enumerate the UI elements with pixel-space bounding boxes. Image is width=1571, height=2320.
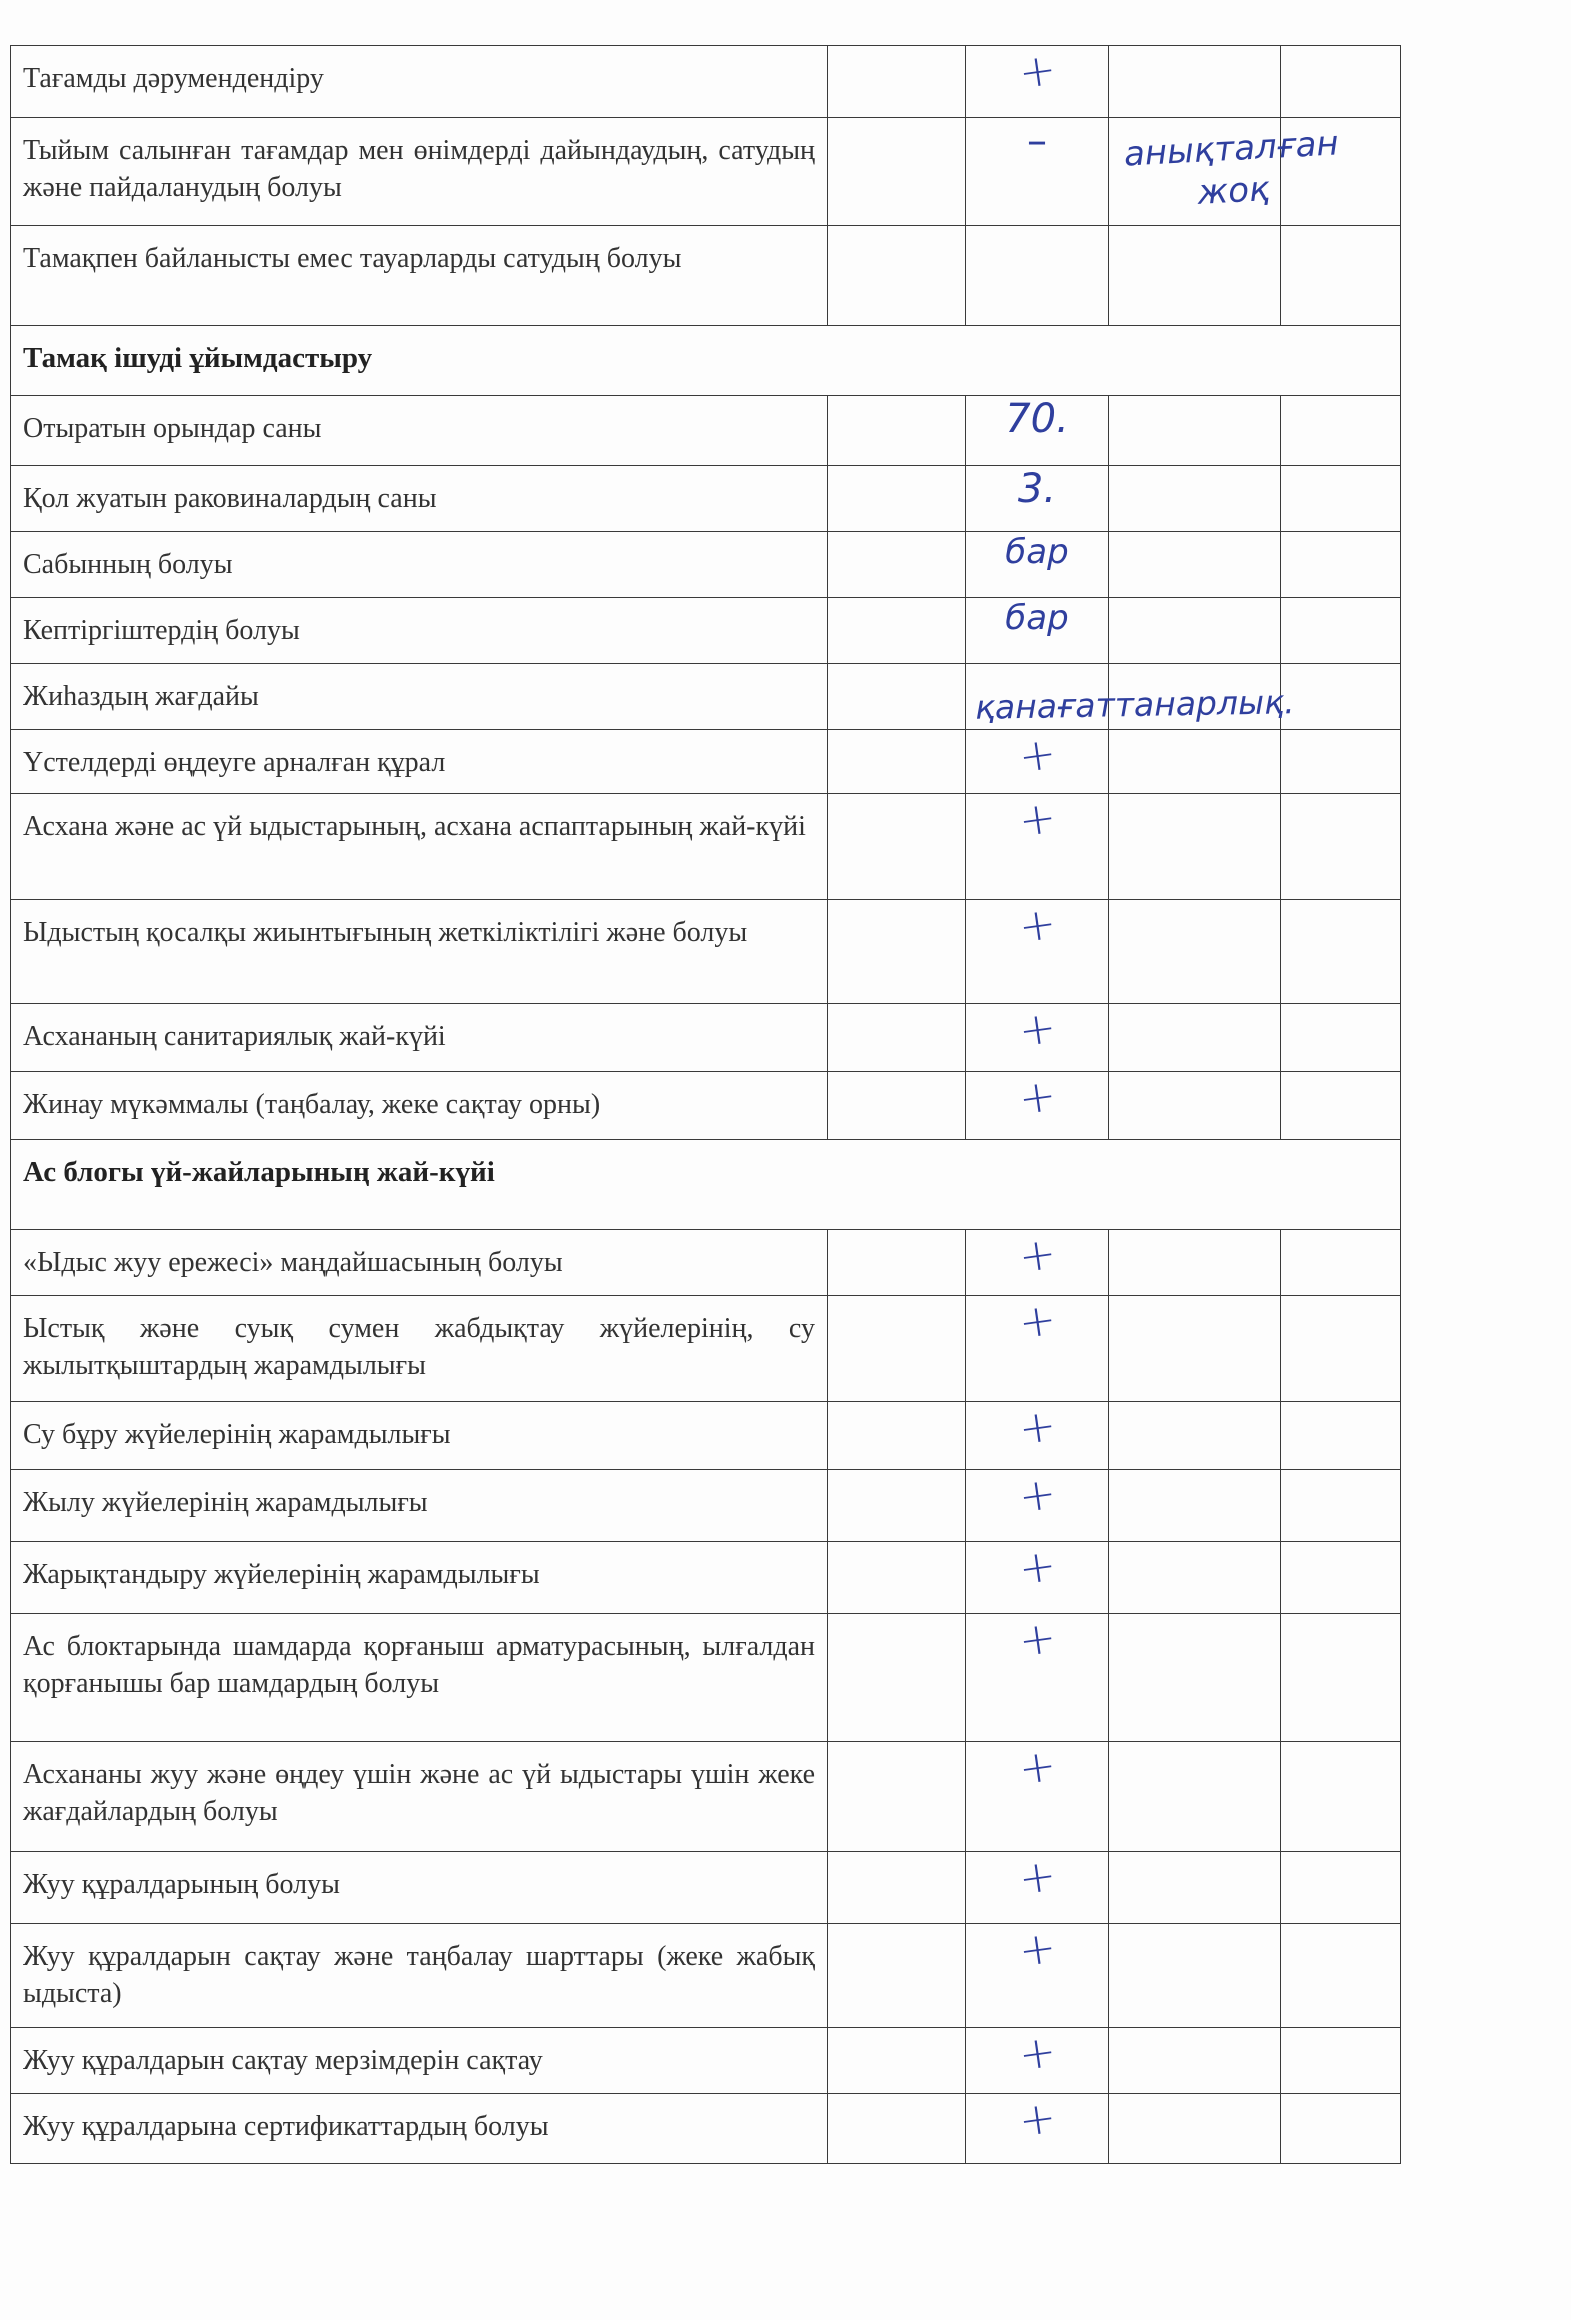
table-row (11, 664, 1401, 730)
note-line-1: анықталған (1123, 123, 1340, 175)
handwritten-mark: + (1015, 1539, 1059, 1596)
mark-cell (966, 1921, 1109, 2028)
mark-cell (966, 532, 1109, 598)
criterion-cell: Жиһаздың жағдайы (11, 664, 828, 730)
table-row (11, 2094, 1401, 2164)
mark-cell (966, 2025, 1109, 2094)
empty-cell (1281, 466, 1401, 532)
table-row (11, 1470, 1401, 1542)
empty-cell (1281, 1296, 1401, 1402)
empty-cell (1109, 730, 1281, 794)
mark-cell (966, 226, 1109, 326)
table-row (11, 1542, 1401, 1614)
empty-cell (1109, 794, 1281, 900)
section-heading: Тамақ ішуді ұйымдастыру (11, 326, 1401, 396)
table-row (11, 1296, 1401, 1402)
table-row (11, 532, 1401, 598)
criterion-cell: Асхананы жуу және өңдеу үшін және ас үй ыдыстары үшін жеке жағдайлардың болуы (11, 1742, 828, 1852)
empty-cell (1281, 1924, 1401, 2028)
empty-cell (1109, 46, 1281, 118)
criterion-cell: Тыйым салынған тағамдар мен өнімдерді дайындаудың, сатудың және пайдаланудың болуы (11, 118, 828, 226)
criterion-cell: Асхана және ас үй ыдыстарының, асхана аспаптарының жай-күйі (11, 794, 828, 900)
empty-cell (1281, 118, 1401, 226)
empty-cell (828, 226, 966, 326)
handwritten-mark: + (1015, 1849, 1059, 1906)
mark-cell (966, 1739, 1109, 1852)
criterion-cell: Ас блоктарында шамдарда қорғаныш арматурасының, ылғалдан қорғанышы бар шамдардың болуы (11, 1614, 828, 1742)
empty-cell (828, 46, 966, 118)
empty-cell (828, 1614, 966, 1742)
mark-cell (966, 1399, 1109, 1470)
empty-cell (1281, 1072, 1401, 1140)
mark-cell (966, 727, 1109, 794)
empty-cell (1281, 1402, 1401, 1470)
handwritten-mark: + (1015, 1399, 1059, 1456)
empty-cell (1281, 900, 1401, 1004)
empty-cell (828, 598, 966, 664)
mark-cell (966, 43, 1109, 118)
handwritten-mark: + (1015, 1611, 1059, 1668)
empty-cell (1281, 2028, 1401, 2094)
criterion-cell: Отыратын орындар саны (11, 396, 828, 466)
criterion-cell: Жинау мүкәммалы (таңбалау, жеке сақтау орны) (11, 1072, 828, 1140)
empty-cell (1281, 598, 1401, 664)
empty-cell (1109, 1470, 1281, 1542)
inspection-checklist-table (10, 45, 1401, 2164)
empty-cell (1281, 46, 1401, 118)
table-row (11, 1402, 1401, 1470)
empty-cell (1109, 1852, 1281, 1924)
empty-cell (1109, 2028, 1281, 2094)
mark-cell (966, 1001, 1109, 1072)
table-row (11, 118, 1401, 226)
empty-cell (1109, 1924, 1281, 2028)
empty-cell (828, 1296, 966, 1402)
handwritten-mark: + (1015, 791, 1059, 848)
mark-cell (966, 1467, 1109, 1542)
empty-cell (1109, 118, 1281, 226)
empty-cell (1109, 1614, 1281, 1742)
table-row (11, 466, 1401, 532)
empty-cell (1109, 1072, 1281, 1140)
handwritten-mark: бар (1005, 598, 1069, 638)
table-row (11, 1742, 1401, 1852)
mark-cell (966, 466, 1109, 532)
empty-cell (1281, 664, 1401, 730)
handwritten-mark: + (1015, 1227, 1059, 1284)
empty-cell (1281, 1742, 1401, 1852)
empty-cell (1281, 730, 1401, 794)
empty-cell (828, 1230, 966, 1296)
table-row (11, 2028, 1401, 2094)
handwritten-mark: + (1015, 2091, 1059, 2148)
mark-cell (966, 1069, 1109, 1140)
handwritten-mark: + (1015, 1001, 1059, 1058)
criterion-cell: Қол жуатын раковиналардың саны (11, 466, 828, 532)
handwritten-mark: + (1015, 1293, 1059, 1350)
empty-cell (828, 1924, 966, 2028)
mark-cell (966, 1539, 1109, 1614)
empty-cell (828, 1402, 966, 1470)
mark-cell (966, 1293, 1109, 1402)
criterion-cell: Жуу құралдарын сақтау мерзімдерін сақтау (11, 2028, 828, 2094)
mark-cell (966, 791, 1109, 900)
empty-cell (1109, 1402, 1281, 1470)
empty-cell (828, 532, 966, 598)
section-row (11, 1140, 1401, 1230)
empty-cell (828, 396, 966, 466)
table-row (11, 1614, 1401, 1742)
empty-cell (828, 2028, 966, 2094)
criterion-cell: Асхананың санитариялық жай-күйі (11, 1004, 828, 1072)
mark-cell (966, 598, 1109, 664)
empty-cell (1281, 794, 1401, 900)
table-row (11, 46, 1401, 118)
handwritten-mark: + (1015, 1069, 1059, 1126)
handwritten-mark: 3. (1017, 466, 1057, 512)
empty-cell (828, 118, 966, 226)
empty-cell (1109, 598, 1281, 664)
empty-cell (1281, 1614, 1401, 1742)
empty-cell (828, 1852, 966, 1924)
empty-cell (828, 664, 966, 730)
empty-cell (828, 1004, 966, 1072)
table-row (11, 1852, 1401, 1924)
table-row (11, 226, 1401, 326)
mark-cell (966, 1227, 1109, 1296)
criterion-cell: Жуу құралдарына сертификаттардың болуы (11, 2094, 828, 2164)
criterion-cell: Сабынның болуы (11, 532, 828, 598)
empty-cell (828, 900, 966, 1004)
table-row (11, 730, 1401, 794)
mark-cell (966, 897, 1109, 1004)
table-row (11, 598, 1401, 664)
empty-cell (828, 1072, 966, 1140)
criterion-cell: Ыстық және суық сумен жабдықтау жүйелерінің, су жылытқыштардың жарамдылығы (11, 1296, 828, 1402)
mark-cell (966, 396, 1109, 466)
criterion-cell: Үстелдерді өңдеуге арналған құрал (11, 730, 828, 794)
table-row (11, 1072, 1401, 1140)
empty-cell (828, 1470, 966, 1542)
criterion-cell: «Ыдыс жуу ережесі» маңдайшасының болуы (11, 1230, 828, 1296)
criterion-cell: Жарықтандыру жүйелерінің жарамдылығы (11, 1542, 828, 1614)
empty-cell (1281, 532, 1401, 598)
empty-cell (1281, 2094, 1401, 2164)
empty-cell (1109, 466, 1281, 532)
handwritten-mark: + (1015, 1739, 1059, 1796)
criterion-cell: Жуу құралдарын сақтау және таңбалау шарттары (жеке жабық ыдыста) (11, 1924, 828, 2028)
note-line-2: жоқ (1196, 169, 1271, 213)
empty-cell (1109, 532, 1281, 598)
empty-cell (1281, 1542, 1401, 1614)
empty-cell (828, 2094, 966, 2164)
criterion-cell: Тамақпен байланысты емес тауарларды сатудың болуы (11, 226, 828, 326)
table-row (11, 794, 1401, 900)
criterion-cell: Ыдыстың қосалқы жиынтығының жеткіліктілігі және болуы (11, 900, 828, 1004)
table-row (11, 1230, 1401, 1296)
empty-cell (1281, 396, 1401, 466)
empty-cell (1109, 1296, 1281, 1402)
handwritten-mark: – (1027, 118, 1047, 164)
empty-cell (1281, 1004, 1401, 1072)
table-row (11, 900, 1401, 1004)
empty-cell (828, 794, 966, 900)
handwritten-mark: бар (1005, 532, 1069, 572)
mark-cell (966, 1611, 1109, 1742)
empty-cell (1109, 396, 1281, 466)
empty-cell (1109, 900, 1281, 1004)
checklist-body (11, 43, 1401, 2164)
mark-cell (966, 1849, 1109, 1924)
table-row (11, 1004, 1401, 1072)
handwritten-mark: + (1015, 1921, 1059, 1978)
empty-cell (1281, 226, 1401, 326)
empty-cell (828, 730, 966, 794)
handwritten-mark: + (1015, 727, 1059, 784)
handwritten-mark: + (1015, 43, 1059, 100)
criterion-cell: Жылу жүйелерінің жарамдылығы (11, 1470, 828, 1542)
empty-cell (1109, 226, 1281, 326)
handwritten-mark: + (1015, 2025, 1059, 2082)
handwritten-note-satisfactory: қанағаттанарлық. (974, 682, 1295, 727)
empty-cell (1109, 1742, 1281, 1852)
criterion-cell: Тағамды дәрумендендіру (11, 46, 828, 118)
table-row (11, 396, 1401, 466)
section-row (11, 326, 1401, 396)
empty-cell (1109, 1542, 1281, 1614)
handwritten-mark: + (1015, 897, 1059, 954)
empty-cell (1281, 1852, 1401, 1924)
empty-cell (1281, 1470, 1401, 1542)
section-heading: Ас блогы үй-жайларының жай-күйі (11, 1140, 1401, 1230)
empty-cell (1109, 1004, 1281, 1072)
mark-cell (966, 118, 1109, 226)
empty-cell (1281, 1230, 1401, 1296)
empty-cell (1109, 2094, 1281, 2164)
empty-cell (828, 1542, 966, 1614)
criterion-cell: Су бұру жүйелерінің жарамдылығы (11, 1402, 828, 1470)
handwritten-mark: 70. (1005, 396, 1069, 442)
mark-cell (966, 664, 1109, 730)
criterion-cell: Кептіргіштердің болуы (11, 598, 828, 664)
empty-cell (828, 1742, 966, 1852)
mark-cell (966, 2091, 1109, 2164)
criterion-cell: Жуу құралдарының болуы (11, 1852, 828, 1924)
empty-cell (1109, 664, 1281, 730)
empty-cell (828, 466, 966, 532)
handwritten-mark: + (1015, 1467, 1059, 1524)
empty-cell (1109, 1230, 1281, 1296)
table-row (11, 1924, 1401, 2028)
